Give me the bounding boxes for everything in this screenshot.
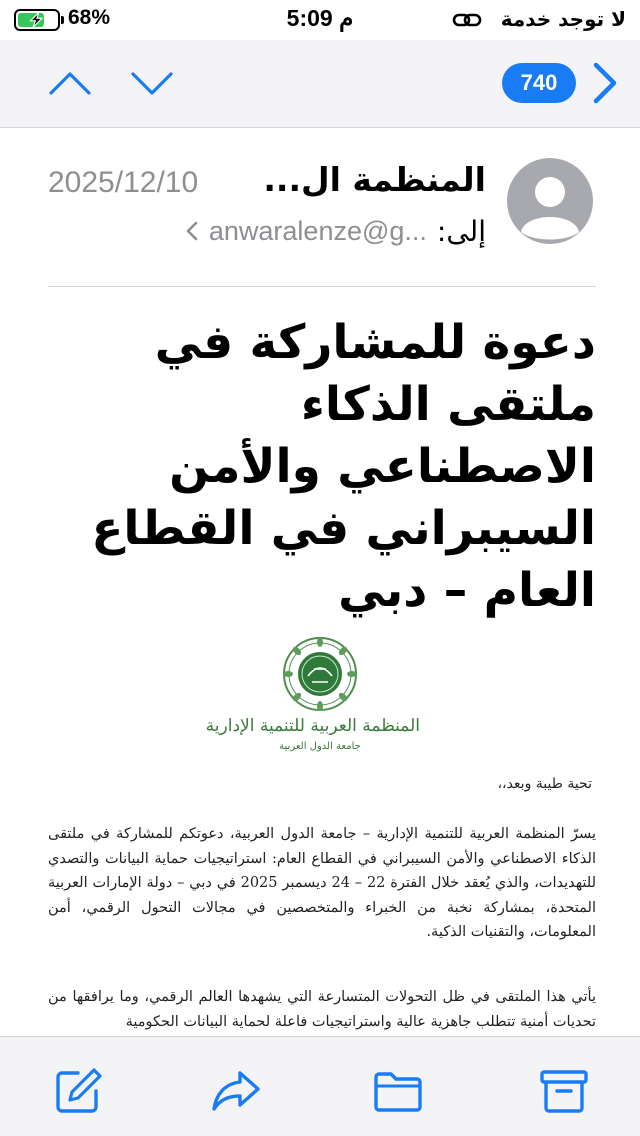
unread-count-badge[interactable]: 740 — [502, 63, 576, 103]
body-paragraph-1: يسرّ المنظمة العربية للتنمية الإدارية – جامعة الدول العربية، دعوتكم للمشاركة في ملتقى الذكاء الاصطناعي والأمن السيبراني في القطاع العام: استراتيجيات حماية البيانات والتصدي للتهديدات، والذي يُعقد خلال الفترة 22 – 24 ديسمبر 2025 في دبي – دولة الإمارات العربية المتحدة، بمشاركة نخبة من الخبراء والمتخصصين في مجالات التحول الرقمي، أمن المعلومات، والتقنيات الذكية. — [48, 826, 597, 940]
link-icon — [452, 10, 482, 30]
chevron-right-icon[interactable] — [586, 59, 622, 107]
recipient-address[interactable]: anwaralenze@g... — [208, 215, 427, 246]
logo-organization-name: المنظمة العربية للتنمية الإدارية — [205, 716, 420, 736]
message-date: 2025/12/10 — [48, 166, 199, 199]
battery-percentage: 68% — [68, 6, 111, 29]
organization-logo-icon — [282, 636, 358, 712]
status-time: 5:09 م — [286, 5, 354, 31]
reply-forward-icon[interactable] — [210, 1065, 262, 1117]
chevron-down-icon[interactable] — [128, 60, 176, 106]
compose-icon[interactable] — [52, 1065, 104, 1117]
to-label: إلى: — [436, 214, 486, 248]
person-icon — [507, 158, 593, 244]
carrier-status: لا توجد خدمة — [500, 7, 626, 31]
logo-league-name: جامعة الدول العربية — [279, 741, 361, 752]
sender-name[interactable]: المنظمة ال... — [263, 160, 486, 199]
header-divider — [48, 286, 596, 287]
avatar[interactable] — [507, 158, 593, 244]
message-subject: دعوة للمشاركة في ملتقى الذكاء الاصطناعي والأمن السيبراني في القطاع العام – دبي — [91, 315, 596, 618]
nav-bar — [0, 40, 640, 128]
chevron-left-icon[interactable] — [185, 220, 199, 242]
bottom-toolbar — [0, 1036, 640, 1136]
greeting-text: تحية طيبة وبعد،، — [497, 776, 592, 792]
archive-icon[interactable] — [538, 1065, 590, 1117]
chevron-up-icon[interactable] — [46, 60, 94, 106]
body-paragraph-2: يأتي هذا الملتقى في ظل التحولات المتسارعة التي يشهدها العالم الرقمي، وما يرافقها من تحديات أمنية تتطلب جاهزية عالية واستراتيجيات فاعلة لحماية البيانات الحكومية — [48, 989, 596, 1030]
recipient-row[interactable] — [185, 211, 486, 251]
folder-icon[interactable] — [372, 1065, 424, 1117]
status-bar — [0, 0, 640, 40]
